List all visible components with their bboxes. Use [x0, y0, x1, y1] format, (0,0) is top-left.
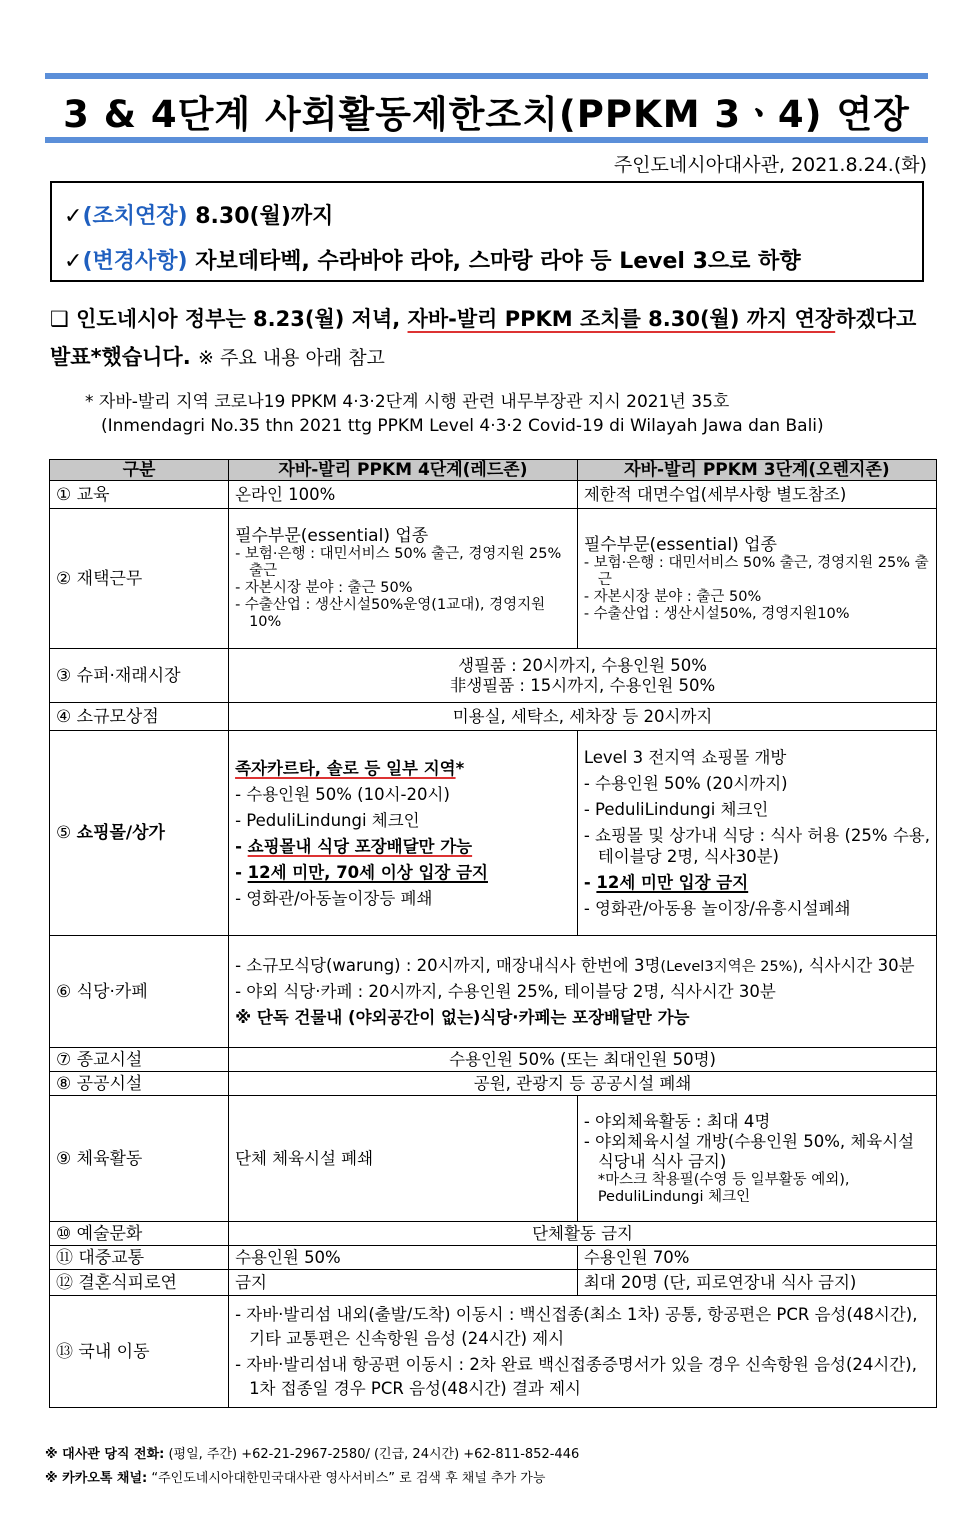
cell-level4: 수용인원 50% [229, 1246, 578, 1270]
row-label: ⑦ 종교시설 [50, 1048, 229, 1072]
list-item: - 자바·발리섬내 항공편 이동시 : 2차 완료 백신접종증명서가 있을 경우 신속항원 음성(24시간), 1차 접종일 경우 PCR 음성(48시간) 결과 제시 [235, 1354, 917, 1398]
row-label-text: 쇼핑몰/상가 [76, 823, 165, 843]
table-row [50, 649, 937, 703]
summary-tag-2: (변경사항) [82, 249, 188, 274]
row-label: ① 교육 [50, 481, 229, 509]
list-item: - 야외체육시설 개방(수용인원 50%, 체육시설 식당내 식사 금지) [583, 1131, 915, 1171]
cell-level3 [577, 731, 936, 936]
table-row [50, 1296, 937, 1408]
summary-box [50, 181, 924, 282]
header-category: 구분 [50, 460, 229, 481]
list-item: - 야외 식당·카페 : 20시까지, 수용인원 25%, 테이블당 2명, 식사시간 30분 [235, 982, 776, 1001]
row-label: ④ 소규모상점 [50, 703, 229, 731]
list-item: - 자바·발리섬 내외(출발/도착) 이동시 : 백신접종(최소 1차) 공통, 항공편은 PCR 음성(48시간), 기타 교통편은 신속항원 음성 (24시간) 제시 [235, 1304, 918, 1348]
table-row [50, 1222, 937, 1246]
bold-item: 12세 미만, 70세 이상 입장 금지 [247, 862, 488, 882]
row-label: ⑪ 대중교통 [50, 1246, 229, 1270]
header-level3: 자바-발리 PPKM 3단계(오렌지존) [577, 460, 936, 481]
row-label: ⑧ 공공시설 [50, 1072, 229, 1096]
list-item: - 영화관/아동놀이장등 폐쇄 [235, 888, 433, 908]
cell-level4 [229, 509, 578, 649]
list-item: - 자본시장 분야 : 출근 50% [583, 588, 762, 605]
cell-level3 [577, 1096, 936, 1222]
cell-level4: 금지 [229, 1270, 578, 1296]
list-item [235, 836, 571, 857]
list-note: *마스크 착용필(수영 등 일부활동 예외), PeduliLindungi 체크인 [597, 1171, 850, 1205]
list-item [584, 872, 930, 893]
cell-level4: 단체 체육시설 폐쇄 [229, 1096, 578, 1222]
asterisk: * [455, 758, 465, 778]
table-row [50, 1096, 937, 1222]
list-heading [235, 758, 571, 779]
list-item: - 자본시장 분야 : 출근 50% [235, 580, 413, 596]
table-row [50, 1246, 937, 1270]
footer-phone: ※ 대사관 당직 전화: (평일, 주간) +62-21-2967-2580/ (긴급, 24시간) +62-811-852-446 [45, 1447, 580, 1462]
table-row [50, 509, 937, 649]
intro-note: ※ 주요 내용 아래 참고 [198, 347, 385, 369]
footnote-line-1: * 자바-발리 지역 코로나19 PPKM 4·3·2단계 시행 관련 내무부장관 지시 2021년 35호 [85, 392, 730, 412]
list-item: - 수출산업 : 생산시설50%운영(1교대), 경영지원 10% [235, 597, 546, 630]
cell-level3: 최대 20명 (단, 피로연장내 식사 금지) [577, 1270, 936, 1296]
cell-merged [229, 1296, 937, 1408]
cell-merged [229, 936, 937, 1048]
table-row [50, 481, 937, 509]
top-accent-bar [45, 73, 928, 79]
dash: - [583, 873, 597, 892]
summary-text-2: 자보데타벡, 수라바야 라야, 스마랑 라야 등 Level 3으로 하향 [195, 249, 801, 274]
dash: - [235, 836, 248, 856]
footer-kakao: ※ 카카오톡 채널: “주인도네시아대한민국대사관 영사서비스” 로 검색 후 채널 추가 가능 [45, 1471, 546, 1486]
row-number: ⑤ [56, 823, 72, 843]
header-level4: 자바-발리 PPKM 4단계(레드존) [229, 460, 578, 481]
list-item: - 쇼핑몰 및 상가내 식당 : 식사 허용 (25% 수용, 테이블당 2명, 식사30분) [583, 826, 930, 866]
check-icon: ✓ [64, 249, 83, 274]
cell-line: 생필품 : 20시까지, 수용인원 50% [458, 655, 707, 675]
list-item: - 야외체육활동 : 최대 4명 [583, 1111, 771, 1131]
summary-line-1 [64, 199, 333, 230]
list-item: - PeduliLindungi 체크인 [235, 810, 420, 830]
list-item: - 수출산업 : 생산시설50%, 경영지원10% [583, 605, 850, 622]
intro-text-a: 인도네시아 정부는 8.23(월) 저녁, [76, 307, 401, 331]
table-row [50, 1048, 937, 1072]
footnote [85, 390, 925, 438]
intro-text-b: 자바-발리 PPKM 조치를 8.30(월) 까지 연장 [407, 307, 836, 331]
cell-line: 非생필품 : 15시까지, 수용인원 50% [449, 675, 716, 695]
issuer-date: 주인도네시아대사관, 2021.8.24.(화) [613, 154, 927, 176]
table-row [50, 1270, 937, 1296]
table-row [50, 703, 937, 731]
row-label: ⑩ 예술문화 [50, 1222, 229, 1246]
table-header-row [50, 460, 937, 481]
row-label: ⑥ 식당·카페 [50, 936, 229, 1048]
cell-level3: 수용인원 70% [577, 1246, 936, 1270]
row-label: ⑫ 결혼식피로연 [50, 1270, 229, 1296]
dash: - [235, 862, 248, 882]
cell-title: 필수부문(essential) 업종 [235, 526, 429, 546]
list-item [235, 862, 571, 883]
footnote-line-2: (Inmendagri No.35 thn 2021 ttg PPKM Level 4·3·2 Covid-19 di Wilayah Jawa dan Bali) [101, 416, 824, 436]
list-item-note: ※ 단독 건물내 (야외공간이 없는)식당·카페는 포장배달만 가능 [235, 1008, 690, 1027]
table-row [50, 1072, 937, 1096]
summary-line-2 [64, 244, 801, 275]
list-item: - 수용인원 50% (20시까지) [583, 774, 788, 793]
cell-title: 필수부문(essential) 업종 [583, 534, 777, 555]
list-item: - 영화관/아동용 놀이장/유흥시설폐쇄 [583, 899, 851, 918]
row-label [50, 731, 229, 936]
cell-level4 [229, 731, 578, 936]
cell-merged: 공원, 관광지 등 공공시설 폐쇄 [229, 1072, 937, 1096]
list-item: - 수용인원 50% (10시-20시) [235, 784, 450, 804]
cell-merged: 수용인원 50% (또는 최대인원 50명) [229, 1048, 937, 1072]
cell-merged [229, 649, 937, 703]
bold-item: 12세 미만 입장 금지 [596, 873, 749, 892]
square-bullet-icon: ❑ [50, 307, 69, 331]
row-label: ③ 슈퍼·재래시장 [50, 649, 229, 703]
bold-item: 쇼핑몰내 식당 포장배달만 가능 [247, 836, 473, 856]
cell-merged: 단체활동 금지 [229, 1222, 937, 1246]
intro-paragraph [50, 300, 925, 377]
bottom-accent-bar [45, 137, 928, 143]
cell-level3: 제한적 대면수업(세부사항 별도참조) [577, 481, 936, 509]
row-label: ⑬ 국내 이동 [50, 1296, 229, 1408]
table-row [50, 731, 937, 936]
row-label: ② 재택근무 [50, 509, 229, 649]
cell-level4: 온라인 100% [229, 481, 578, 509]
intro-text-c: 하겠다고 발표*했습니다. [50, 307, 917, 369]
row-label: ⑨ 체육활동 [50, 1096, 229, 1222]
cell-merged: 미용실, 세탁소, 세차장 등 20시까지 [229, 703, 937, 731]
summary-tag-1: (조치연장) [82, 204, 188, 229]
check-icon: ✓ [64, 204, 83, 229]
list-item: - 소규모식당(warung) : 20시까지, 매장내식사 한번에 3명(Level3지역은 25%), 식사시간 30분 [235, 956, 915, 975]
measures-table [49, 459, 937, 1408]
table-row [50, 936, 937, 1048]
list-item: - 보험·은행 : 대민서비스 50% 출근, 경영지원 25% 출근 [235, 546, 562, 579]
list-item: - 보험·은행 : 대민서비스 50% 출근, 경영지원 25% 출근 [583, 554, 929, 588]
region-label: 족자카르타, 솔로 등 일부 지역 [235, 758, 456, 778]
cell-level3 [577, 509, 936, 649]
list-item: - PeduliLindungi 체크인 [583, 800, 769, 819]
list-heading: Level 3 전지역 쇼핑몰 개방 [583, 748, 787, 767]
summary-text-1: 8.30(월)까지 [195, 204, 334, 229]
page-title: 3 & 4단계 사회활동제한조치(PPKM 3ㆍ4) 연장 [63, 93, 910, 136]
